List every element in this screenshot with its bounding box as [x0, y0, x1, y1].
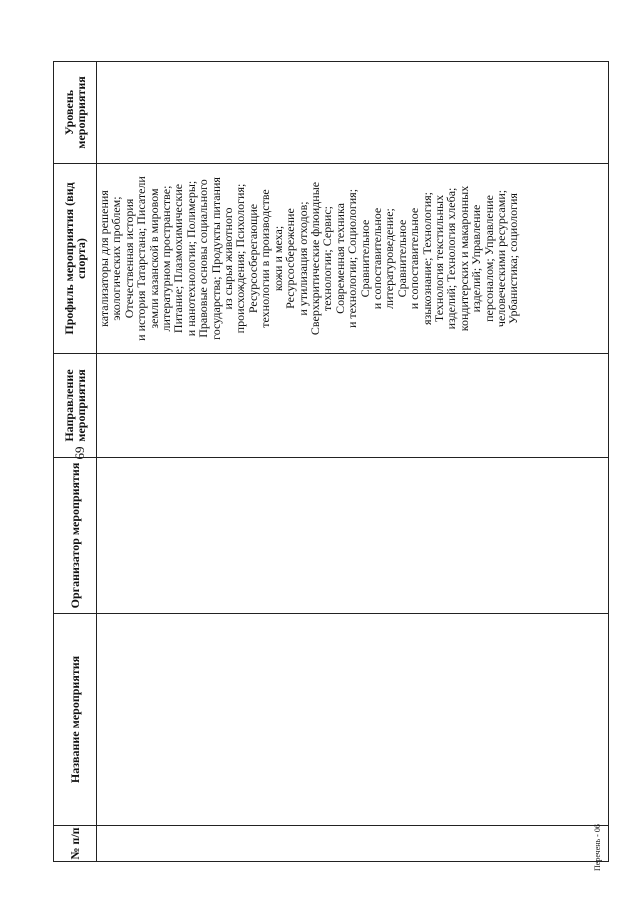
header-event-name: Название мероприятия [54, 614, 97, 826]
profile-line: и история Татарстана; Писатели [134, 176, 149, 341]
profile-line: экологических проблем; [109, 196, 124, 321]
profile-line: изделий; Управление [469, 204, 484, 313]
profile-line: литературоведение; [382, 208, 397, 309]
profile-line: Технология текстильных [431, 194, 446, 323]
profile-line: и утилизация отходов; [295, 201, 310, 316]
profile-line: Сравнительное [357, 219, 372, 298]
rotated-table-container [53, 62, 609, 862]
profile-line: кожи и меха; [270, 225, 285, 292]
table-header-row [54, 62, 97, 862]
profile-line: Ресурсосбережение [283, 208, 298, 309]
profile-line: Правовые основы социального [196, 179, 211, 338]
profile-line: катализаторы для решения [97, 190, 111, 327]
profile-line: происхождения; Психология; [233, 183, 248, 334]
header-number: № п/п [54, 826, 97, 862]
cell-profile [97, 164, 609, 354]
cell-event-name [97, 614, 609, 826]
profile-line: человеческими ресурсами; [494, 189, 508, 328]
header-profile: Профиль мероприятия (вид спорта) [54, 164, 97, 354]
profile-line: технологии в производстве [258, 189, 273, 328]
cell-direction [97, 354, 609, 458]
header-direction: Направление мероприятия [54, 354, 97, 458]
cell-organizer [97, 458, 609, 614]
footer-label: Перечень - 06 [593, 824, 602, 871]
table-row [97, 62, 609, 862]
profile-line: Питание; Плазмохимические [171, 183, 186, 334]
profile-line: земли казанской в мировом [146, 188, 161, 329]
page-number: 69 [72, 446, 87, 460]
profile-line: изделий; Технология хлеба; [444, 187, 459, 330]
events-table [53, 61, 609, 862]
profile-lines [98, 166, 520, 351]
profile-line: и сопоставительное [407, 207, 422, 310]
profile-line: персоналом; Управление [481, 195, 496, 322]
profile-line: государства; Продукты питания [208, 177, 223, 340]
header-level: Уровень мероприятия [54, 62, 97, 164]
profile-line: Отечественная история [121, 198, 136, 319]
profile-line: Ресурсосберегающие [245, 203, 260, 314]
profile-line: языкознание; Технология; [419, 191, 434, 326]
profile-line: из сырья животного [221, 207, 236, 310]
profile-line: Современная техника [332, 203, 347, 314]
profile-line: кондитерских и макаронных [456, 185, 471, 332]
profile-line: и нанотехнологии; Полимеры; [183, 180, 198, 337]
header-organizer: Организатор мероприятия [54, 458, 97, 614]
profile-line: литературном пространстве; [159, 185, 174, 332]
cell-number [97, 826, 609, 862]
profile-line: Урбанистика; социология [506, 193, 521, 324]
profile-line: и сопоставительное [369, 207, 384, 310]
profile-line: технологии; Сервис; [320, 206, 335, 311]
profile-line: Сравнительное [394, 219, 409, 298]
profile-line: Сверхкритические флюидные [307, 181, 322, 336]
cell-level [97, 62, 609, 164]
profile-line: и технологии; Социология; [345, 188, 360, 329]
